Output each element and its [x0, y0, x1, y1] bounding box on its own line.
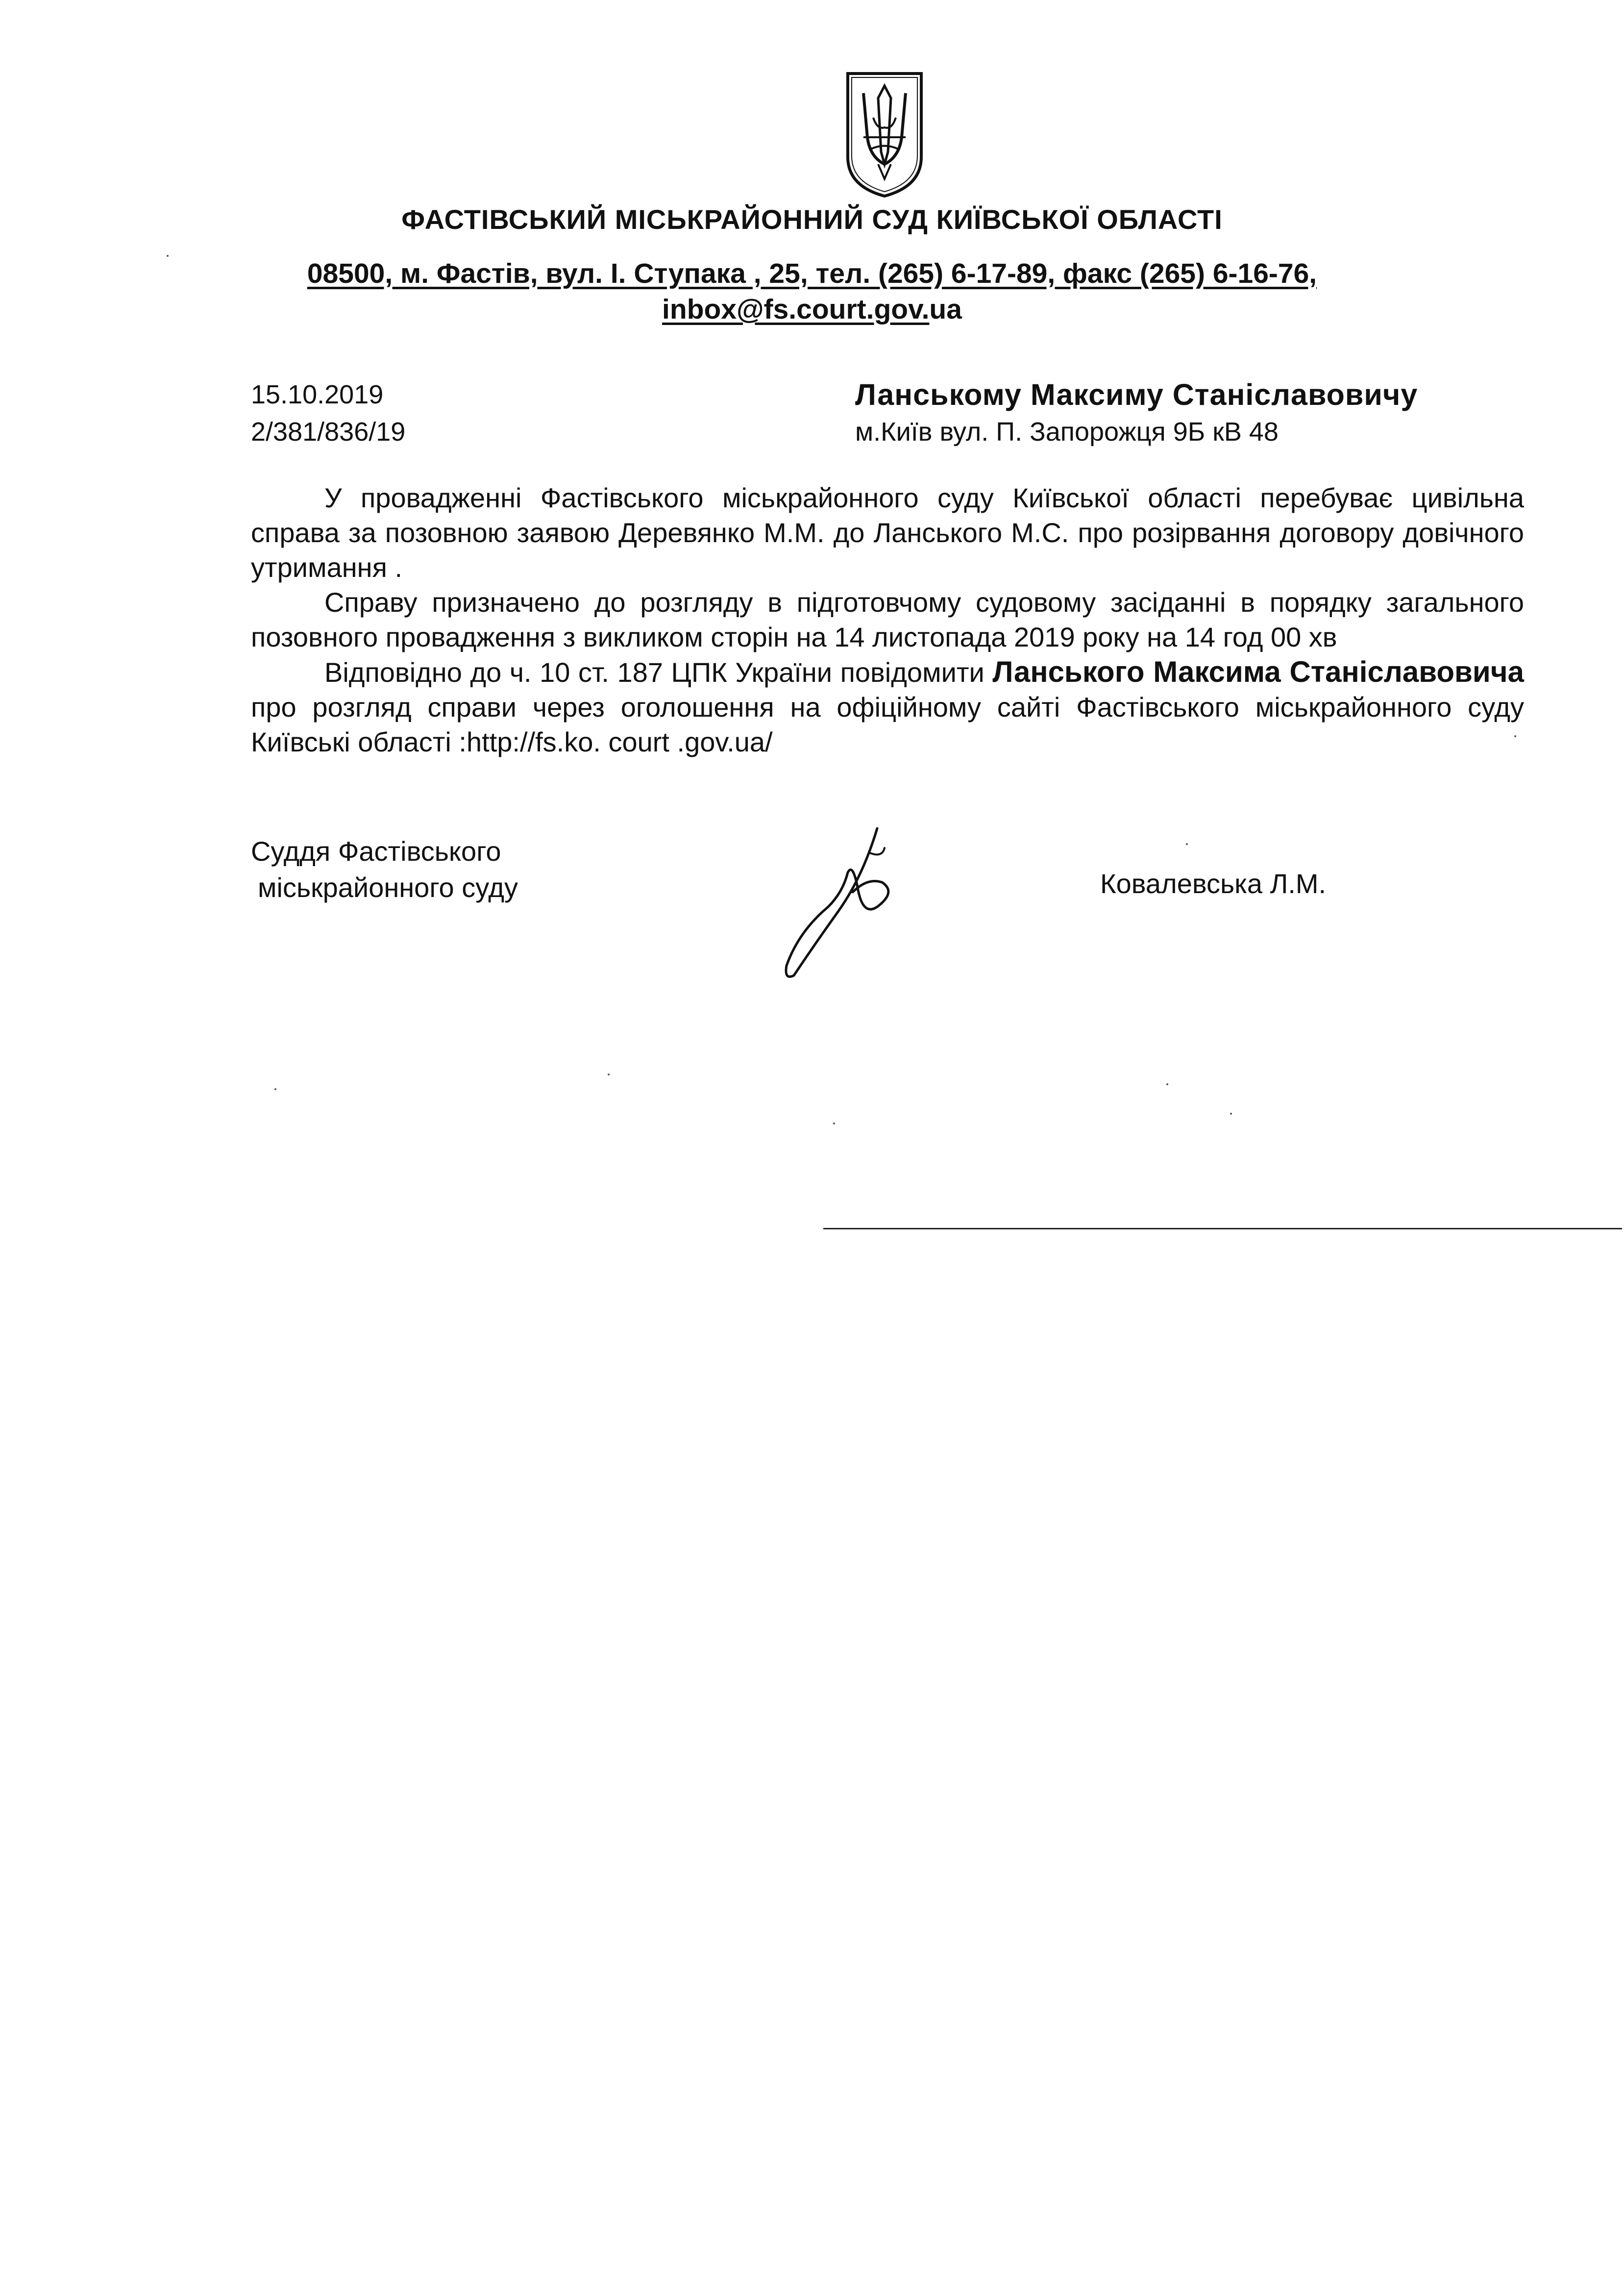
body-paragraph-3-end: про розгляд справи через оголошення на офіційному сайті Фастівського міськрайонного суду Київські області :http://fs.ko. court .gov.ua/ [251, 692, 1524, 757]
handwritten-signature [764, 819, 911, 985]
letter-date: 15.10.2019 [251, 380, 384, 409]
scan-speck [1514, 735, 1516, 737]
scan-speck [1230, 1113, 1232, 1115]
scan-speck [1186, 843, 1188, 845]
court-name: ФАСТІВСЬКИЙ МІСЬКРАЙОННИЙ СУД КИЇВСЬКОЇ ОБЛАСТІ [401, 204, 1223, 235]
scan-speck [1166, 1083, 1168, 1085]
addressee-name: Ланському Максиму Станіславовичу [855, 378, 1418, 411]
defendant-name: Ланського Максима Станіславовича [992, 655, 1525, 688]
scan-speck [167, 255, 169, 257]
bottom-divider [823, 1228, 1622, 1229]
body-paragraph-2: Справу призначено до розгляду в підготовчому судовому засіданні в порядку загального позовного провадження з викликом сторін на 14 листопада 2019 року на 14 год 00 хв [251, 587, 1524, 652]
judge-title-line-1: Суддя Фастівського [251, 836, 501, 867]
scan-speck [608, 1073, 610, 1075]
judge-title-line-2: міськрайонного суду [258, 872, 518, 903]
court-email-link[interactable]: inbox@fs.court.gov. [662, 294, 930, 325]
coat-of-arms-emblem [833, 64, 936, 201]
court-address-text: 08500, м. Фастів, вул. І. Ступака , 25, тел. (265) 6-17-89, факс (265) 6-16-76, [307, 258, 1317, 289]
body-paragraph-3-start: Відповідно до ч. 10 ст. 187 ЦПК України повідомити [324, 657, 993, 688]
case-number: 2/381/836/19 [251, 417, 406, 447]
scan-speck [833, 1123, 835, 1124]
letter-body [251, 480, 1524, 759]
judge-name: Ковалевська Л.М. [1100, 868, 1327, 899]
scan-speck [274, 1088, 276, 1090]
judge-title [251, 833, 518, 906]
body-paragraph-3 [251, 654, 1524, 759]
body-paragraph-1: У провадженні Фастівського міськрайонного суду Київської області перебуває цивільна справа за позовною заявою Деревянко М.М. до Ланського М.С. про розірвання договору довічного утримання . [251, 482, 1524, 583]
court-address [0, 257, 1624, 290]
addressee-address: м.Київ вул. П. Запорожця 9Б кВ 48 [855, 417, 1279, 447]
court-email [0, 293, 1624, 325]
court-email-tail: ua [929, 294, 962, 325]
